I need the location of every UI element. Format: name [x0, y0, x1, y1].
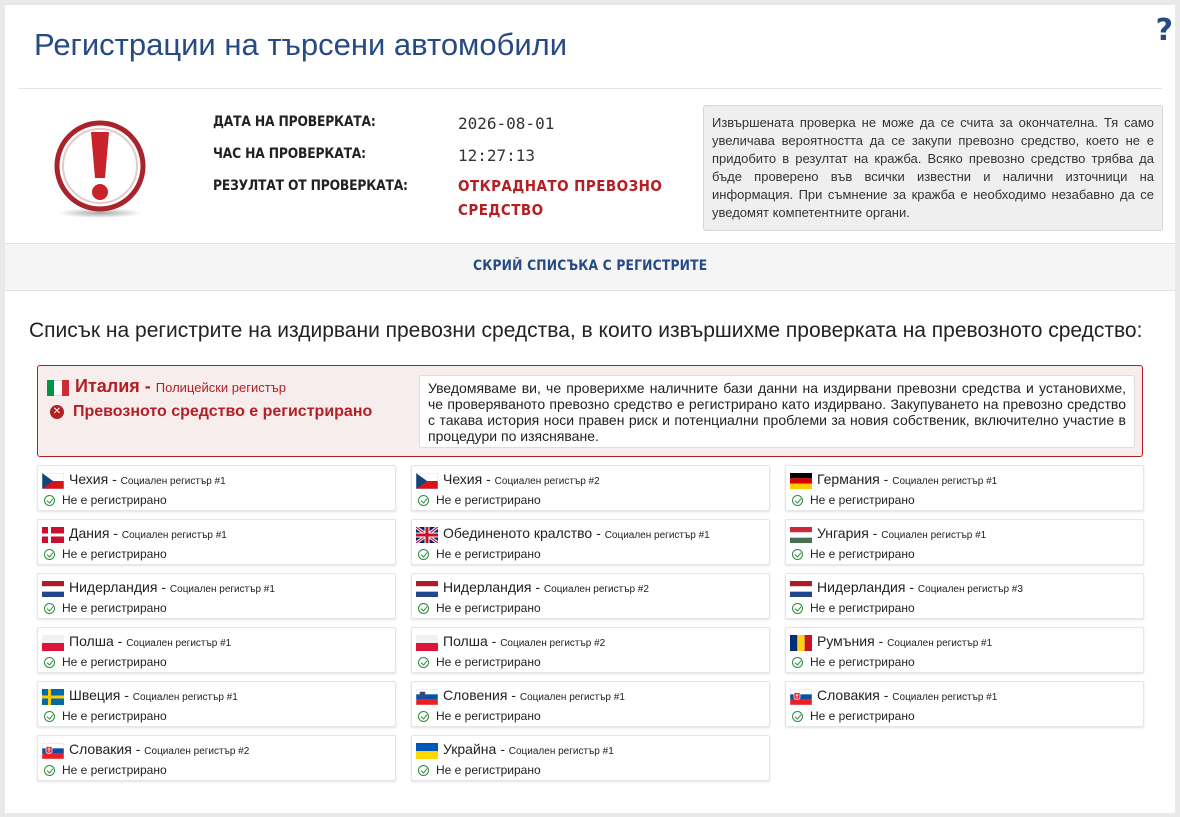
- register-title: Нидерландия - Социален регистър #1: [69, 579, 275, 595]
- register-title: Чехия - Социален регистър #2: [443, 471, 600, 487]
- register-status: Не е регистрирано: [436, 547, 541, 561]
- check-date-value: 2026-08-01: [458, 114, 555, 133]
- flag-romania-icon: [790, 635, 812, 651]
- check-circle-icon: [44, 657, 55, 668]
- check-time-label: ЧАС НА ПРОВЕРКАТА:: [213, 146, 366, 162]
- register-country: Унгария: [817, 525, 869, 541]
- register-card: [785, 465, 1144, 511]
- divider: [18, 88, 1162, 89]
- register-card: [37, 519, 396, 565]
- register-title: Нидерландия - Социален регистър #2: [443, 579, 649, 595]
- register-title: Обединеното кралство - Социален регистър #1: [443, 525, 710, 541]
- register-country: Словения: [443, 687, 508, 703]
- register-name: Социален регистър #1: [887, 638, 993, 649]
- register-country: Румъния: [817, 633, 875, 649]
- register-status: Не е регистрирано: [436, 493, 541, 507]
- check-circle-icon: [418, 765, 429, 776]
- register-name: Социален регистър #1: [892, 692, 998, 703]
- register-card: [37, 573, 396, 619]
- register-card: [411, 681, 770, 727]
- hit-status: Превозното средство е регистрирано: [73, 403, 373, 420]
- flag-sweden-icon: [42, 689, 64, 705]
- flag-italy-icon: [47, 380, 69, 396]
- register-name: Социален регистър #2: [543, 584, 649, 595]
- register-name: Социален регистър #1: [604, 530, 710, 541]
- hit-country: [75, 376, 286, 397]
- register-status: Не е регистрирано: [62, 763, 167, 777]
- register-card: [37, 735, 396, 781]
- flag-slovenia-icon: [416, 689, 438, 705]
- register-title: Словакия - Социален регистър #2: [69, 741, 250, 757]
- register-title: Чехия - Социален регистър #1: [69, 471, 226, 487]
- register-name: Социален регистър #2: [494, 476, 600, 487]
- alert-icon: [51, 118, 149, 222]
- register-status: Не е регистрирано: [62, 655, 167, 669]
- check-circle-icon: [418, 711, 429, 722]
- register-title: Словения - Социален регистър #1: [443, 687, 625, 703]
- register-title: Швеция - Социален регистър #1: [69, 687, 238, 703]
- check-circle-icon: [44, 495, 55, 506]
- register-status: Не е регистрирано: [62, 709, 167, 723]
- register-card: [411, 573, 770, 619]
- register-status: Не е регистрирано: [810, 493, 915, 507]
- register-status: Не е регистрирано: [436, 709, 541, 723]
- check-date-label: ДАТА НА ПРОВЕРКАТА:: [213, 114, 376, 130]
- register-status: Не е регистрирано: [810, 709, 915, 723]
- register-country: Обединеното кралство: [443, 525, 593, 541]
- register-country: Нидерландия: [443, 579, 532, 595]
- register-card: [785, 573, 1144, 619]
- check-result-value: ОТКРАДНАТО ПРЕВОЗНО СРЕДСТВО: [458, 177, 663, 219]
- register-card: [785, 627, 1144, 673]
- flag-poland-icon: [416, 635, 438, 651]
- register-name: Социален регистър #1: [120, 476, 226, 487]
- register-country: Дания: [69, 525, 110, 541]
- registers-heading: Списък на регистрите на издирвани превозни средства, в които извършихме проверката на превозното средство:: [29, 319, 1143, 342]
- register-country: Швеция: [69, 687, 121, 703]
- check-circle-icon: [418, 603, 429, 614]
- register-card: [785, 681, 1144, 727]
- register-name: Социален регистър #2: [500, 638, 606, 649]
- flag-netherlands-icon: [416, 581, 438, 597]
- check-circle-icon: [44, 765, 55, 776]
- register-card: [37, 465, 396, 511]
- register-title: Полша - Социален регистър #1: [69, 633, 232, 649]
- register-status: Не е регистрирано: [810, 655, 915, 669]
- hit-country-name: Италия: [75, 376, 140, 396]
- register-country: Чехия: [69, 471, 109, 487]
- register-status: Не е регистрирано: [810, 547, 915, 561]
- flag-denmark-icon: [42, 527, 64, 543]
- disclaimer-box: Извършената проверка не може да се счита за окончателна. Тя само увеличава вероятността да се закупи превозно средство, което не е придобито в резултат на кражба. Всяко превозно средство трябва да бъде проверено във всички известни и налични източници на информация. При съмнение за кражба е необходимо незабавно да се уведомят компетентните органи.: [703, 105, 1163, 231]
- flag-netherlands-icon: [42, 581, 64, 597]
- hit-register-name: Полицейски регистър: [155, 380, 287, 395]
- flag-slovakia-icon: [42, 743, 64, 759]
- check-circle-icon: [418, 657, 429, 668]
- register-card: [411, 735, 770, 781]
- register-country: Нидерландия: [817, 579, 906, 595]
- check-time-value: 12:27:13: [458, 146, 536, 165]
- register-title: Унгария - Социален регистър #1: [817, 525, 987, 541]
- check-circle-icon: [44, 603, 55, 614]
- register-name: Социален регистър #1: [508, 746, 614, 757]
- hide-registers-link[interactable]: СКРИЙ СПИСЪКА С РЕГИСТРИТЕ: [472, 258, 708, 274]
- register-status: Не е регистрирано: [810, 601, 915, 615]
- register-name: Социален регистър #1: [169, 584, 275, 595]
- register-card: [37, 627, 396, 673]
- flag-ukraine-icon: [416, 743, 438, 759]
- register-title: Украйна - Социален регистър #1: [443, 741, 614, 757]
- register-country: Нидерландия: [69, 579, 158, 595]
- check-circle-icon: [418, 495, 429, 506]
- register-title: Полша - Социален регистър #2: [443, 633, 606, 649]
- register-country: Словакия: [817, 687, 880, 703]
- register-title: Словакия - Социален регистър #1: [817, 687, 998, 703]
- page-title: Регистрации на търсени автомобили: [34, 27, 568, 62]
- register-name: Социален регистър #1: [881, 530, 987, 541]
- register-status: Не е регистрирано: [436, 763, 541, 777]
- check-circle-icon: [792, 711, 803, 722]
- flag-netherlands-icon: [790, 581, 812, 597]
- register-name: Социален регистър #2: [144, 746, 250, 757]
- hit-note: Уведомяваме ви, че проверихме наличните бази данни на издирвани превозни средства и установихме, че проверяваното превозно средство е регистрирано като издирвано. Закупуването на превозно средство с такава история носи правен риск и потенциални проблеми за новия собственик, включително участие в процедури по изясняване.: [419, 375, 1135, 448]
- flag-czech-icon: [416, 473, 438, 489]
- register-name: Социален регистър #1: [126, 638, 232, 649]
- register-card: [785, 519, 1144, 565]
- register-card: [411, 627, 770, 673]
- register-status: Не е регистрирано: [436, 655, 541, 669]
- toggle-bar: [5, 243, 1175, 291]
- help-icon[interactable]: ?: [1155, 13, 1173, 48]
- flag-czech-icon: [42, 473, 64, 489]
- hit-separator: -: [139, 376, 156, 396]
- register-title: Румъния - Социален регистър #1: [817, 633, 993, 649]
- register-hit-card: [37, 365, 1143, 457]
- check-circle-icon: [792, 495, 803, 506]
- register-title: Германия - Социален регистър #1: [817, 471, 998, 487]
- register-country: Полша: [443, 633, 488, 649]
- register-card: [37, 681, 396, 727]
- register-status: Не е регистрирано: [62, 601, 167, 615]
- register-country: Полша: [69, 633, 114, 649]
- register-status: Не е регистрирано: [436, 601, 541, 615]
- register-title: Нидерландия - Социален регистър #3: [817, 579, 1023, 595]
- results-panel: [5, 5, 1175, 813]
- register-name: Социален регистър #1: [519, 692, 625, 703]
- check-circle-icon: [44, 711, 55, 722]
- register-status: Не е регистрирано: [62, 493, 167, 507]
- register-name: Социален регистър #1: [132, 692, 238, 703]
- register-status: Не е регистрирано: [62, 547, 167, 561]
- register-name: Социален регистър #1: [892, 476, 998, 487]
- check-circle-icon: [418, 549, 429, 560]
- flag-germany-icon: [790, 473, 812, 489]
- check-circle-icon: [792, 657, 803, 668]
- error-circle-icon: ✕: [50, 405, 64, 419]
- check-circle-icon: [44, 549, 55, 560]
- register-country: Германия: [817, 471, 880, 487]
- register-country: Украйна: [443, 741, 497, 757]
- register-card: [411, 519, 770, 565]
- flag-uk-icon: [416, 527, 438, 543]
- register-card: [411, 465, 770, 511]
- flag-hungary-icon: [790, 527, 812, 543]
- register-name: Социален регистър #3: [917, 584, 1023, 595]
- check-result-label: РЕЗУЛТАТ ОТ ПРОВЕРКАТА:: [213, 178, 408, 194]
- register-title: Дания - Социален регистър #1: [69, 525, 227, 541]
- register-country: Словакия: [69, 741, 132, 757]
- check-circle-icon: [792, 549, 803, 560]
- check-circle-icon: [792, 603, 803, 614]
- register-name: Социален регистър #1: [121, 530, 227, 541]
- flag-poland-icon: [42, 635, 64, 651]
- flag-slovakia-icon: [790, 689, 812, 705]
- register-country: Чехия: [443, 471, 483, 487]
